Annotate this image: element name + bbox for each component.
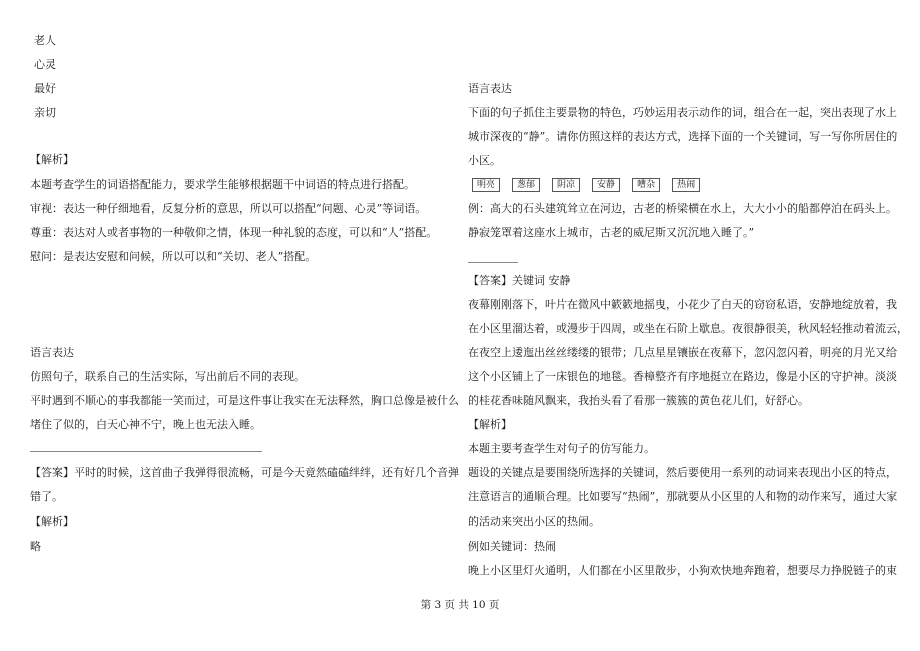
keyword-option: 明亮	[472, 178, 500, 192]
question-text: 堵住了似的，白天心神不宁，晚上也无法入睡。	[30, 418, 261, 431]
keyword-option: 葱郁	[512, 178, 540, 192]
answer-text: 错了。	[30, 490, 63, 503]
analysis-heading: 【解析】	[30, 153, 74, 166]
answer-text: 【答案】平时的时候，这首曲子我弹得很流畅，可是今天竟然磕磕绊绊，还有好几个音弹	[30, 466, 459, 479]
keyword-option: 嘈杂	[632, 178, 660, 192]
analysis-text: 慰问：是表达安慰和问候，所以可以和“关切、老人”搭配。	[30, 250, 317, 263]
word-item: 最好	[34, 82, 56, 95]
analysis-text: 例如关键词：热闹	[468, 540, 556, 553]
word-item: 心灵	[34, 58, 56, 71]
analysis-text: 本题考查学生的词语搭配能力，要求学生能够根据题干中词语的特点进行搭配。	[30, 178, 415, 191]
answer-text: 这个小区铺上了一床银色的地毯。香樟整齐有序地挺立在路边，像是小区的守护神。淡淡	[468, 370, 897, 383]
word-item: 老人	[34, 34, 56, 47]
analysis-text: 晚上小区里灯火通明，人们都在小区里散步，小狗欢快地奔跑着，想要尽力挣脱链子的束	[468, 564, 897, 577]
separator-line	[30, 451, 262, 452]
question-text: 仿照句子，联系自己的生活实际，写出前后不同的表现。	[30, 370, 305, 383]
analysis-text: 注意语言的通顺合理。比如要写“热闹”，那就要从小区里的人和物的动作来写，通过大家	[468, 490, 898, 503]
section-title: 语言表达	[30, 346, 74, 359]
word-item: 亲切	[34, 106, 56, 119]
question-text: 小区。	[468, 154, 501, 167]
keyword-options	[472, 178, 700, 192]
analysis-text: 本题主要考查学生对句子的仿写能力。	[468, 442, 655, 455]
keyword-option: 热闹	[672, 178, 700, 192]
example-text: 例：高大的石头建筑耸立在河边，古老的桥梁横在水上，大大小小的船都停泊在码头上。	[468, 202, 897, 215]
analysis-text: 题设的关键点是要围绕所选择的关键词，然后要使用一系列的动词来表现出小区的特点，	[468, 466, 897, 479]
keyword-option: 阴凉	[552, 178, 580, 192]
question-text: 城市深夜的“静”。请你仿照这样的表达方式，选择下面的一个关键词，写一写你所居住的	[468, 130, 898, 143]
example-text: 静寂笼罩着这座水上城市，古老的威尼斯又沉沉地入睡了。”	[468, 226, 755, 239]
question-text: 下面的句子抓住主要景物的特色，巧妙运用表示动作的词，组合在一起，突出表现了水上	[468, 106, 897, 119]
answer-text: 在小区里溜达着，或漫步于四周，或坐在石阶上歇息。夜很静很美，秋风轻轻推动着流云，	[468, 322, 908, 335]
answer-text: 夜幕刚刚落下，叶片在微风中簌簌地摇曳，小花少了白天的窃窃私语，安静地绽放着，我	[468, 298, 897, 311]
analysis-text: 的活动来突出小区的热闹。	[468, 515, 600, 528]
answer-text: 在夜空上逶迤出丝丝缕缕的银带；几点星星镶嵌在夜幕下，忽闪忽闪着，明亮的月光又给	[468, 346, 897, 359]
page-number: 第 3 页 共 10 页	[420, 599, 500, 611]
analysis-heading: 【解析】	[30, 515, 74, 528]
question-text: 平时遇到不顺心的事我都能一笑而过，可是这件事让我实在无法释然，胸口总像是被什么	[30, 394, 459, 407]
analysis-text: 审视：表达一种仔细地看，反复分析的意思，所以可以搭配“问题、心灵”等词语。	[30, 202, 427, 215]
keyword-option: 安静	[592, 178, 620, 192]
analysis-heading: 【解析】	[468, 418, 512, 431]
section-title: 语言表达	[468, 82, 512, 95]
analysis-text: 略	[30, 540, 41, 553]
separator-line	[468, 262, 518, 263]
analysis-text: 尊重：表达对人或者事物的一种敬仰之情，体现一种礼貌的态度，可以和“人”搭配。	[30, 226, 438, 239]
answer-text: 【答案】关键词 安静	[468, 274, 571, 287]
answer-text: 的桂花香味随风飘来，我抬头看了看那一簇簇的黄色花儿们，好舒心。	[468, 394, 809, 407]
